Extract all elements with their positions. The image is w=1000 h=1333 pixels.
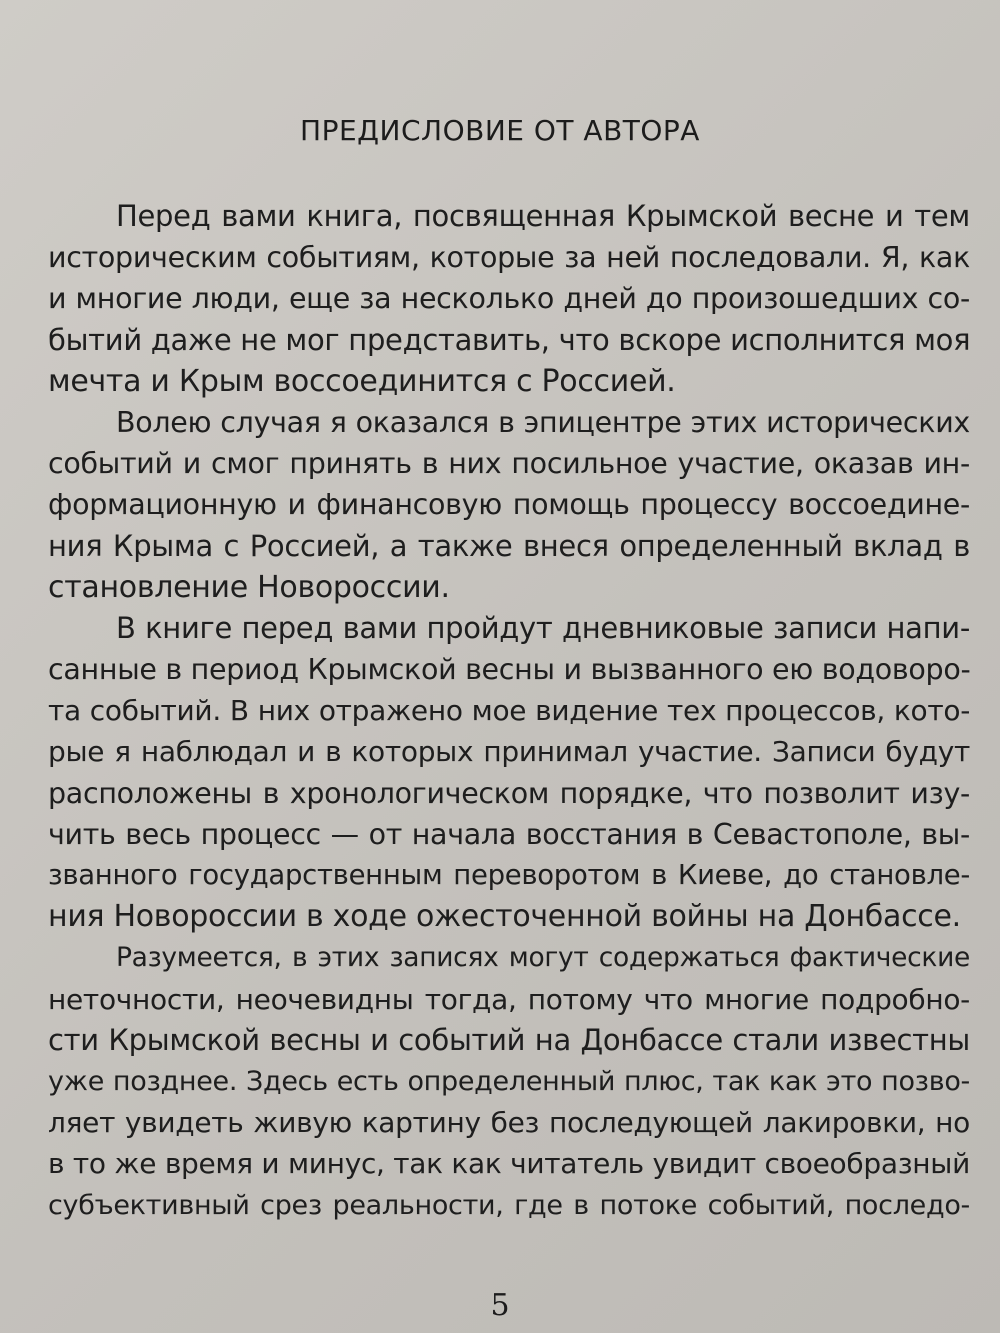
text-line: событий и смог принять в них посильное участие, оказав ин- [48, 447, 970, 481]
text-line: санные в период Крымской весны и вызванного ею водоворо- [48, 653, 971, 687]
text-line: ния Крыма с Россией, а также внеся определенный вклад в [48, 528, 970, 563]
text-line: та событий. В них отражено мое видение тех процессов, кото- [48, 694, 970, 728]
text-line: и многие люди, еще за несколько дней до произошедших со- [48, 282, 970, 316]
text-line: ния Новороссии в ходе ожесточенной войны на Донбассе. [48, 899, 961, 935]
text-line: званного государственным переворотом в Киеве, до становле- [48, 859, 970, 891]
page-title: ПРЕДИСЛОВИЕ ОТ АВТОРА [300, 114, 700, 147]
text-line: бытий даже не мог представить, что вскоре исполнится моя [48, 322, 971, 357]
text-line: ляет увидеть живую картину без последующей лакировки, но [48, 1106, 970, 1140]
text-line: неточности, неочевидны тогда, потому что многие подробно- [48, 982, 970, 1016]
text-line: мечта и Крым воссоединится с Россией. [48, 363, 676, 399]
text-line: расположены в хронологическом порядке, что позволит изу- [48, 776, 970, 810]
text-line: Волею случая я оказался в эпицентре этих исторических [116, 405, 970, 439]
text-line: субъективный срез реальности, где в потоке событий, последо- [48, 1189, 970, 1221]
page-number: 5 [490, 1288, 510, 1323]
text-line: становление Новороссии. [48, 569, 450, 605]
text-line: историческим событиям, которые за ней последовали. Я, как [48, 241, 970, 275]
text-line: сти Крымской весны и событий на Донбассе стали известны [48, 1022, 970, 1057]
text-line: уже позднее. Здесь есть определенный плюс, так как это позво- [48, 1065, 970, 1097]
text-line: формационную и финансовую помощь процессу воссоедине- [48, 488, 970, 522]
text-line: чить весь процесс — от начала восстания в Севастополе, вы- [48, 817, 970, 851]
text-line: рые я наблюдал и в которых принимал участие. Записи будут [48, 735, 970, 769]
text-line: В книге перед вами пройдут дневниковые записи напи- [116, 610, 970, 645]
text-line: в то же время и минус, так как читатель увидит своеобразный [48, 1147, 970, 1181]
body-text [48, 196, 970, 1226]
text-line: Перед вами книга, посвященная Крымской весне и тем [116, 199, 970, 233]
text-line: Разумеется, в этих записях могут содержаться фактические [116, 942, 970, 974]
